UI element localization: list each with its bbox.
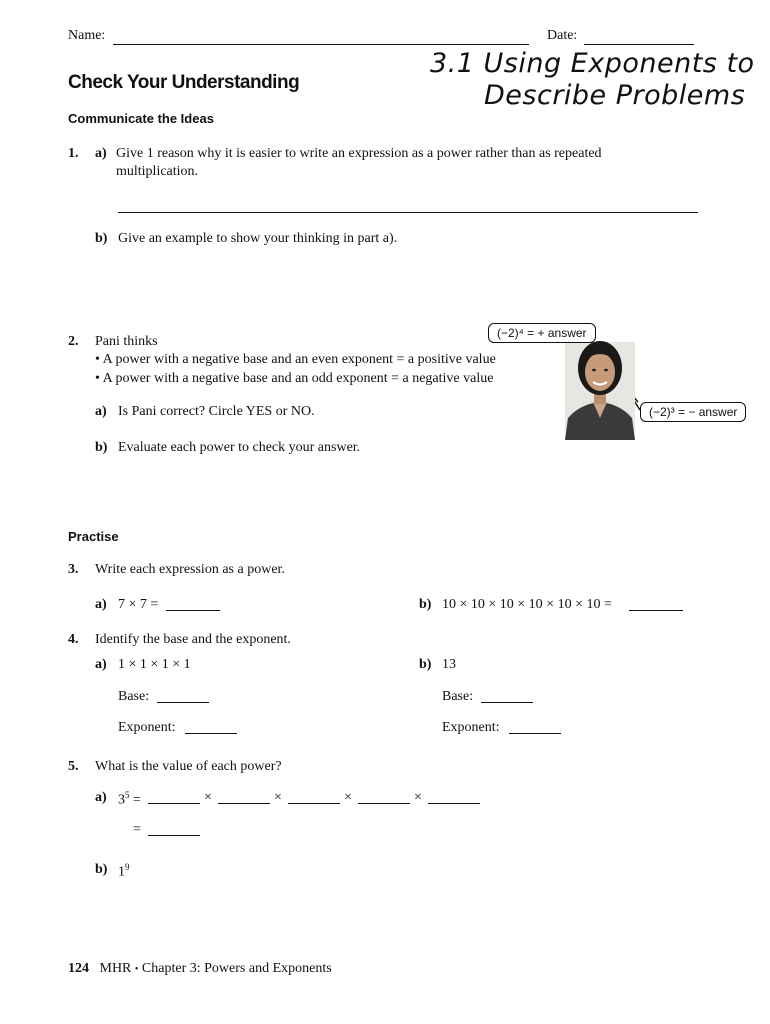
q4b-label: b) xyxy=(419,657,432,672)
section-title-line2: Describe Problems xyxy=(484,80,746,111)
q1b-label: b) xyxy=(95,231,108,246)
footer-chapter: Chapter 3: Powers and Exponents xyxy=(141,961,332,976)
q1a-text-line1: Give 1 reason why it is easier to write an expression as a power rather than as repeated xyxy=(116,146,602,161)
q5-number: 5. xyxy=(68,759,79,774)
q4b-base-blank[interactable] xyxy=(481,690,533,703)
q1b-text: Give an example to show your thinking in part a). xyxy=(118,231,398,246)
page-number: 124 xyxy=(68,961,89,976)
q4a-base-blank[interactable] xyxy=(157,690,209,703)
q3a-expression: 7 × 7 = xyxy=(118,597,159,612)
q5a-factor-blank-4[interactable] xyxy=(358,791,410,804)
q1a-text-line2: multiplication. xyxy=(116,164,199,179)
q1a-label: a) xyxy=(95,146,107,161)
q1a-answer-line[interactable] xyxy=(118,200,698,213)
q5a-exponent: 5 xyxy=(125,790,130,800)
q3a-answer-blank[interactable] xyxy=(166,598,220,611)
q5a-result-equals: = xyxy=(133,822,141,837)
pani-speech-bubble-odd: (−2)³ = − answer xyxy=(640,402,746,422)
q5a-base: 3 xyxy=(118,792,125,808)
q2-bullet-1: • A power with a negative base and an even exponent = a positive value xyxy=(95,352,496,367)
q4a-exponent-label: Exponent: xyxy=(118,720,176,735)
q4a-expression: 1 × 1 × 1 × 1 xyxy=(118,657,191,672)
q5a-factor-blank-2[interactable] xyxy=(218,791,270,804)
q5a-equals: = xyxy=(133,792,141,808)
q2b-text: Evaluate each power to check your answer. xyxy=(118,440,361,455)
q5a-result-blank[interactable] xyxy=(148,823,200,836)
date-label: Date: xyxy=(547,28,578,43)
q5a-factor-blank-3[interactable] xyxy=(288,791,340,804)
q2a-label: a) xyxy=(95,404,107,419)
q4-text: Identify the base and the exponent. xyxy=(95,632,291,647)
q4b-base-label: Base: xyxy=(442,689,474,704)
q5a-factor-blank-1[interactable] xyxy=(148,791,200,804)
q2b-label: b) xyxy=(95,440,108,455)
q5b-base: 1 xyxy=(118,864,125,880)
check-your-understanding-heading: Check Your Understanding xyxy=(68,72,300,93)
practise-heading: Practise xyxy=(68,529,119,544)
q3b-label: b) xyxy=(419,597,432,612)
q4a-label: a) xyxy=(95,657,107,672)
q4b-exponent-blank[interactable] xyxy=(509,721,561,734)
q5b-power xyxy=(118,862,130,881)
q3-text: Write each expression as a power. xyxy=(95,562,285,577)
q2-number: 2. xyxy=(68,334,79,349)
q5a-times-2: × xyxy=(274,790,282,805)
q5a-label: a) xyxy=(95,790,107,805)
q4a-base-label: Base: xyxy=(118,689,150,704)
q1-number: 1. xyxy=(68,146,79,161)
q2a-text: Is Pani correct? Circle YES or NO. xyxy=(118,404,315,419)
pani-speech-bubble-even: (−2)⁴ = + answer xyxy=(488,323,596,343)
name-label: Name: xyxy=(68,28,106,43)
q5a-factor-blank-5[interactable] xyxy=(428,791,480,804)
footer-bullet: • xyxy=(134,964,139,975)
q2-intro: Pani thinks xyxy=(95,334,158,349)
section-title-line1: 3.1 Using Exponents to xyxy=(430,48,755,79)
communicate-ideas-heading: Communicate the Ideas xyxy=(68,111,214,126)
q4b-exponent-label: Exponent: xyxy=(442,720,500,735)
q4a-exponent-blank[interactable] xyxy=(185,721,237,734)
pani-illustration xyxy=(560,330,750,442)
date-field[interactable] xyxy=(584,32,694,45)
q2-bullet-2: • A power with a negative base and an odd exponent = a negative value xyxy=(95,371,494,386)
q5b-exponent: 9 xyxy=(125,862,130,872)
q5b-label: b) xyxy=(95,862,108,877)
q5a-times-4: × xyxy=(414,790,422,805)
page-footer xyxy=(68,961,332,977)
q3-number: 3. xyxy=(68,562,79,577)
q4-number: 4. xyxy=(68,632,79,647)
q5a-power xyxy=(118,790,141,809)
q3b-expression: 10 × 10 × 10 × 10 × 10 × 10 = xyxy=(442,597,612,612)
footer-source: MHR xyxy=(99,961,132,976)
q3a-label: a) xyxy=(95,597,107,612)
name-field[interactable] xyxy=(113,32,529,45)
q3b-answer-blank[interactable] xyxy=(629,598,683,611)
q4b-expression: 13 xyxy=(442,657,456,672)
q5-text: What is the value of each power? xyxy=(95,759,282,774)
q5a-times-3: × xyxy=(344,790,352,805)
q5a-times-1: × xyxy=(204,790,212,805)
